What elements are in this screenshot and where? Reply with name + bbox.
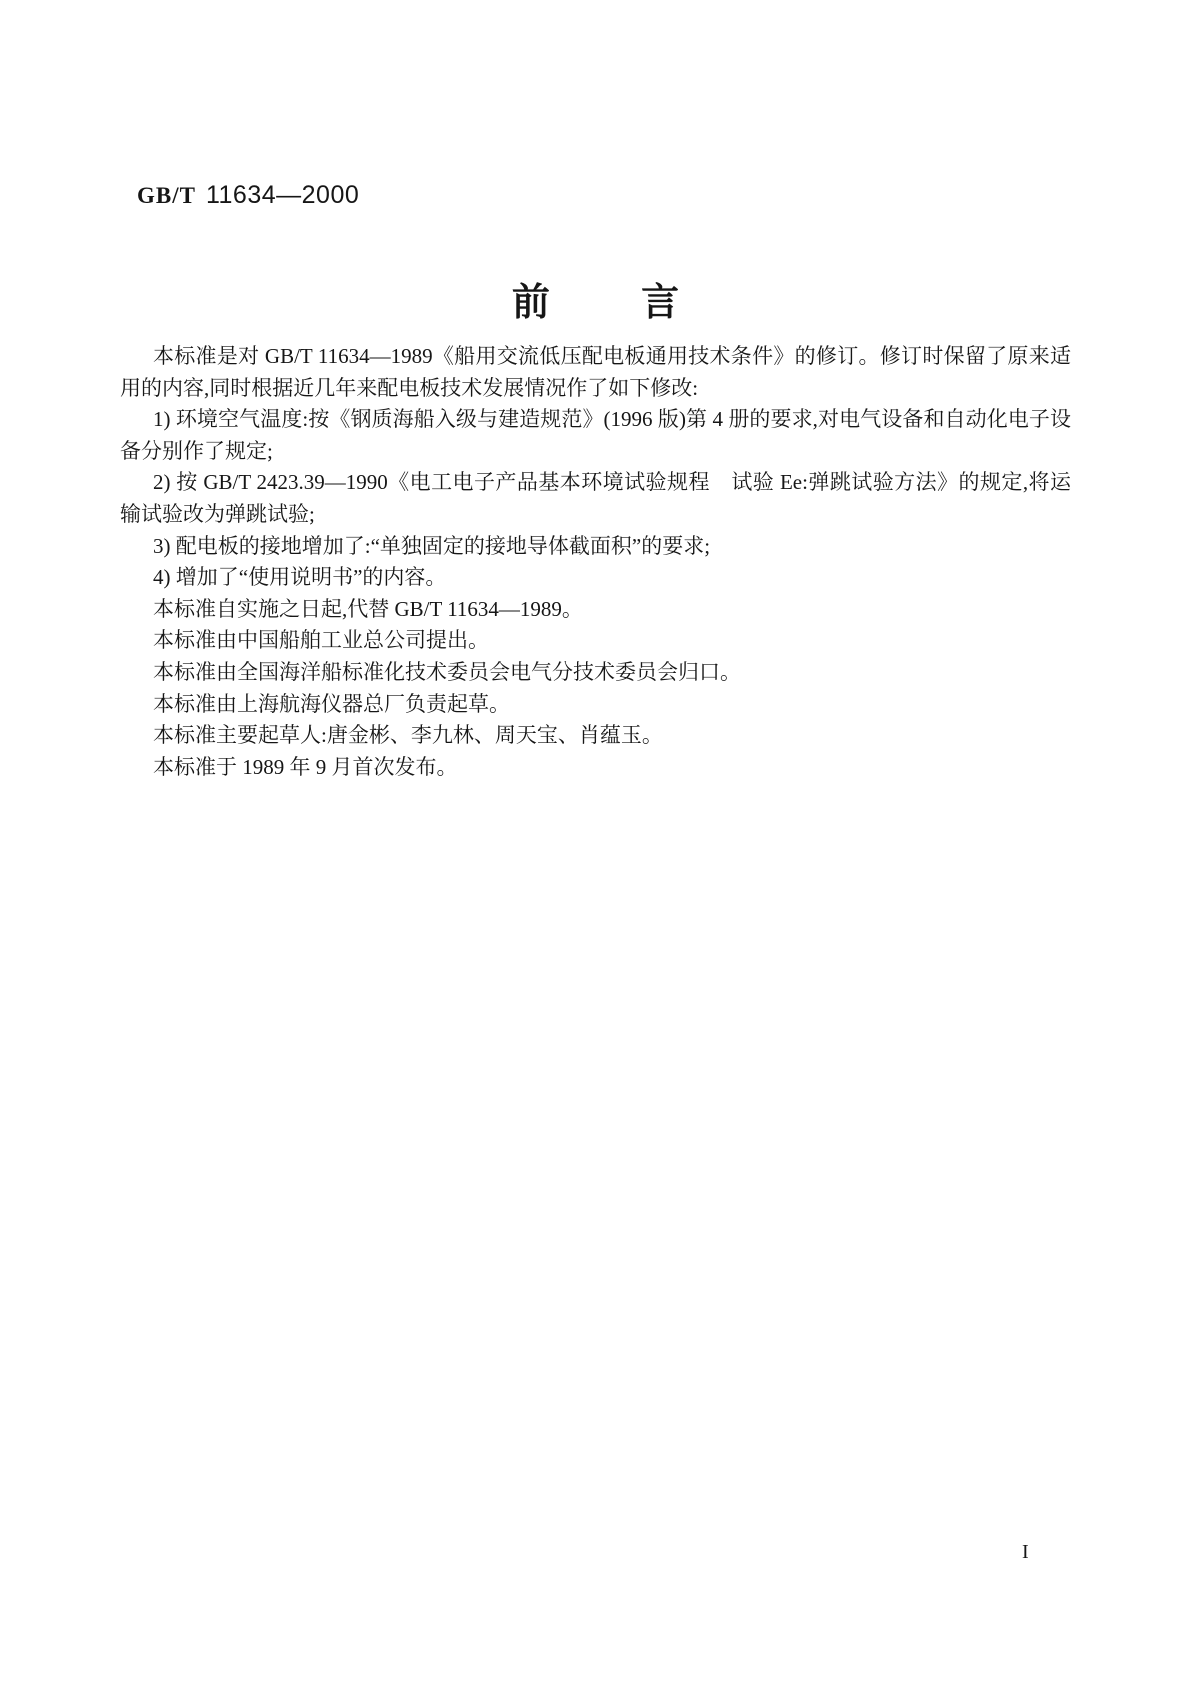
standard-code-prefix: GB/T: [137, 183, 196, 208]
foreword-paragraph-item-4: 4) 增加了“使用说明书”的内容。: [153, 565, 447, 590]
foreword-body: [120, 341, 1071, 783]
page-number: I: [1022, 1541, 1029, 1563]
foreword-paragraph-item-2: 2) 按 GB/T 2423.39—1990《电工电子产品基本环境试验规程 试验 Ee:弹跳试验方法》的规定,将运输试验改为弹跳试验;: [120, 470, 1071, 526]
foreword-paragraph-centralize: 本标准由全国海洋船标准化技术委员会电气分技术委员会归口。: [153, 659, 741, 684]
standard-code: [137, 181, 359, 210]
foreword-paragraph-drafters: 本标准主要起草人:唐金彬、李九林、周天宝、肖蕴玉。: [153, 723, 663, 748]
foreword-paragraph-first-issue: 本标准于 1989 年 9 月首次发布。: [153, 754, 458, 779]
foreword-paragraph-item-3: 3) 配电板的接地增加了:“单独固定的接地导体截面积”的要求;: [153, 533, 711, 558]
foreword-paragraph-propose: 本标准由中国船舶工业总公司提出。: [153, 628, 489, 653]
foreword-paragraph-intro: 本标准是对 GB/T 11634—1989《船用交流低压配电板通用技术条件》的修订。修订时保留了原来适用的内容,同时根据近几年来配电板技术发展情况作了如下修改:: [120, 344, 1071, 400]
foreword-paragraph-draft-org: 本标准由上海航海仪器总厂负责起草。: [153, 691, 510, 716]
page-title: 前言: [511, 282, 771, 324]
standard-code-number: 11634—2000: [205, 181, 360, 209]
foreword-paragraph-item-1: 1) 环境空气温度:按《钢质海船入级与建造规范》(1996 版)第 4 册的要求,对电气设备和自动化电子设备分别作了规定;: [120, 407, 1071, 463]
foreword-paragraph-replace: 本标准自实施之日起,代替 GB/T 11634—1989。: [153, 596, 583, 621]
